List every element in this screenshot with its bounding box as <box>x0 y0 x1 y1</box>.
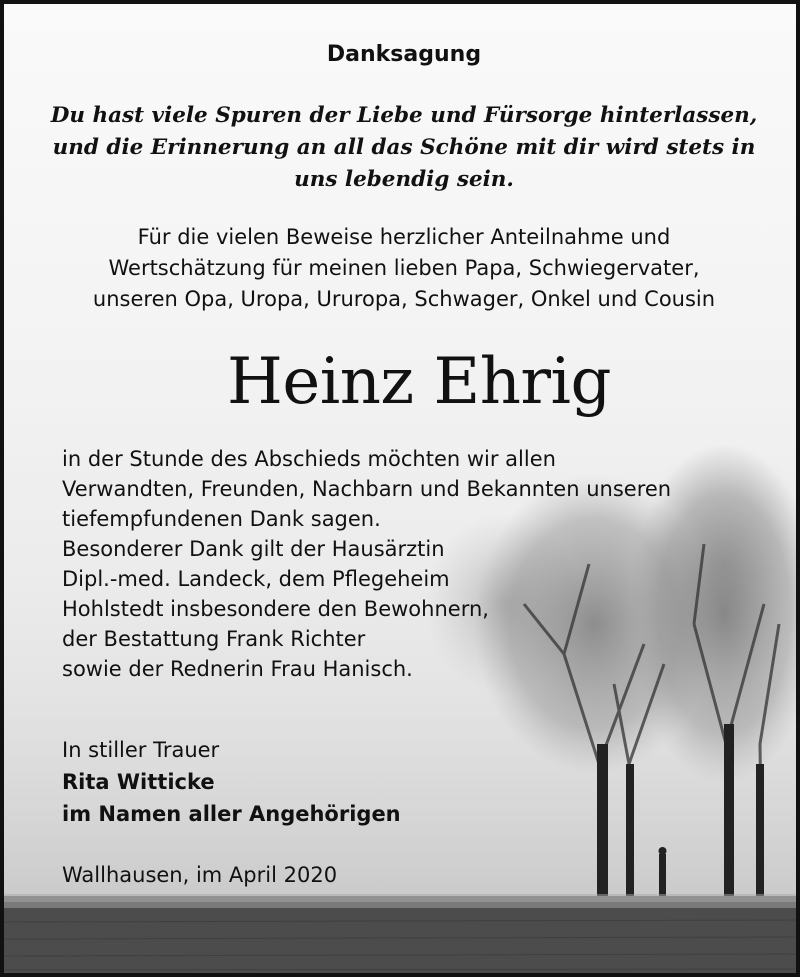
thanks-line: Für die vielen Beweise herzlicher Anteilnahme und <box>137 225 671 249</box>
signature-block <box>62 734 662 830</box>
body-line: Verwandten, Freunden, Nachbarn und Bekannten unseren <box>62 477 672 501</box>
thanks-line: Wertschätzung für meinen lieben Papa, Schwiegervater, <box>108 256 700 280</box>
poem-line: Du hast viele Spuren der Liebe und Fürsorge hinterlassen, <box>50 103 758 128</box>
body-line: der Bestattung Frank Richter <box>62 627 366 651</box>
signature-family: im Namen aller Angehörigen <box>62 802 401 826</box>
thanks-intro <box>34 222 774 315</box>
body-line: Besonderer Dank gilt der Hausärztin <box>62 537 445 561</box>
poem-quote <box>44 100 764 196</box>
body-line: Dipl.-med. Landeck, dem Pflegeheim <box>62 567 450 591</box>
place-date: Wallhausen, im April 2020 <box>62 863 338 887</box>
body-line: Hohlstedt insbesondere den Bewohnern, <box>62 597 489 621</box>
thanks-body <box>62 444 782 684</box>
signature-name: Rita Witticke <box>62 770 215 794</box>
thanks-line: unseren Opa, Uropa, Ururopa, Schwager, Onkel und Cousin <box>92 287 716 311</box>
deceased-name: Heinz Ehrig <box>227 345 611 419</box>
poem-line: uns lebendig sein. <box>294 167 514 192</box>
heading-danksagung: Danksagung <box>326 42 482 67</box>
body-line: sowie der Rednerin Frau Hanisch. <box>62 657 413 681</box>
signature-intro: In stiller Trauer <box>62 738 220 762</box>
poem-line: und die Erinnerung an all das Schöne mit dir wird stets in <box>52 135 756 160</box>
body-line: in der Stunde des Abschieds möchten wir allen <box>62 447 556 471</box>
body-line: tiefempfundenen Dank sagen. <box>62 507 381 531</box>
